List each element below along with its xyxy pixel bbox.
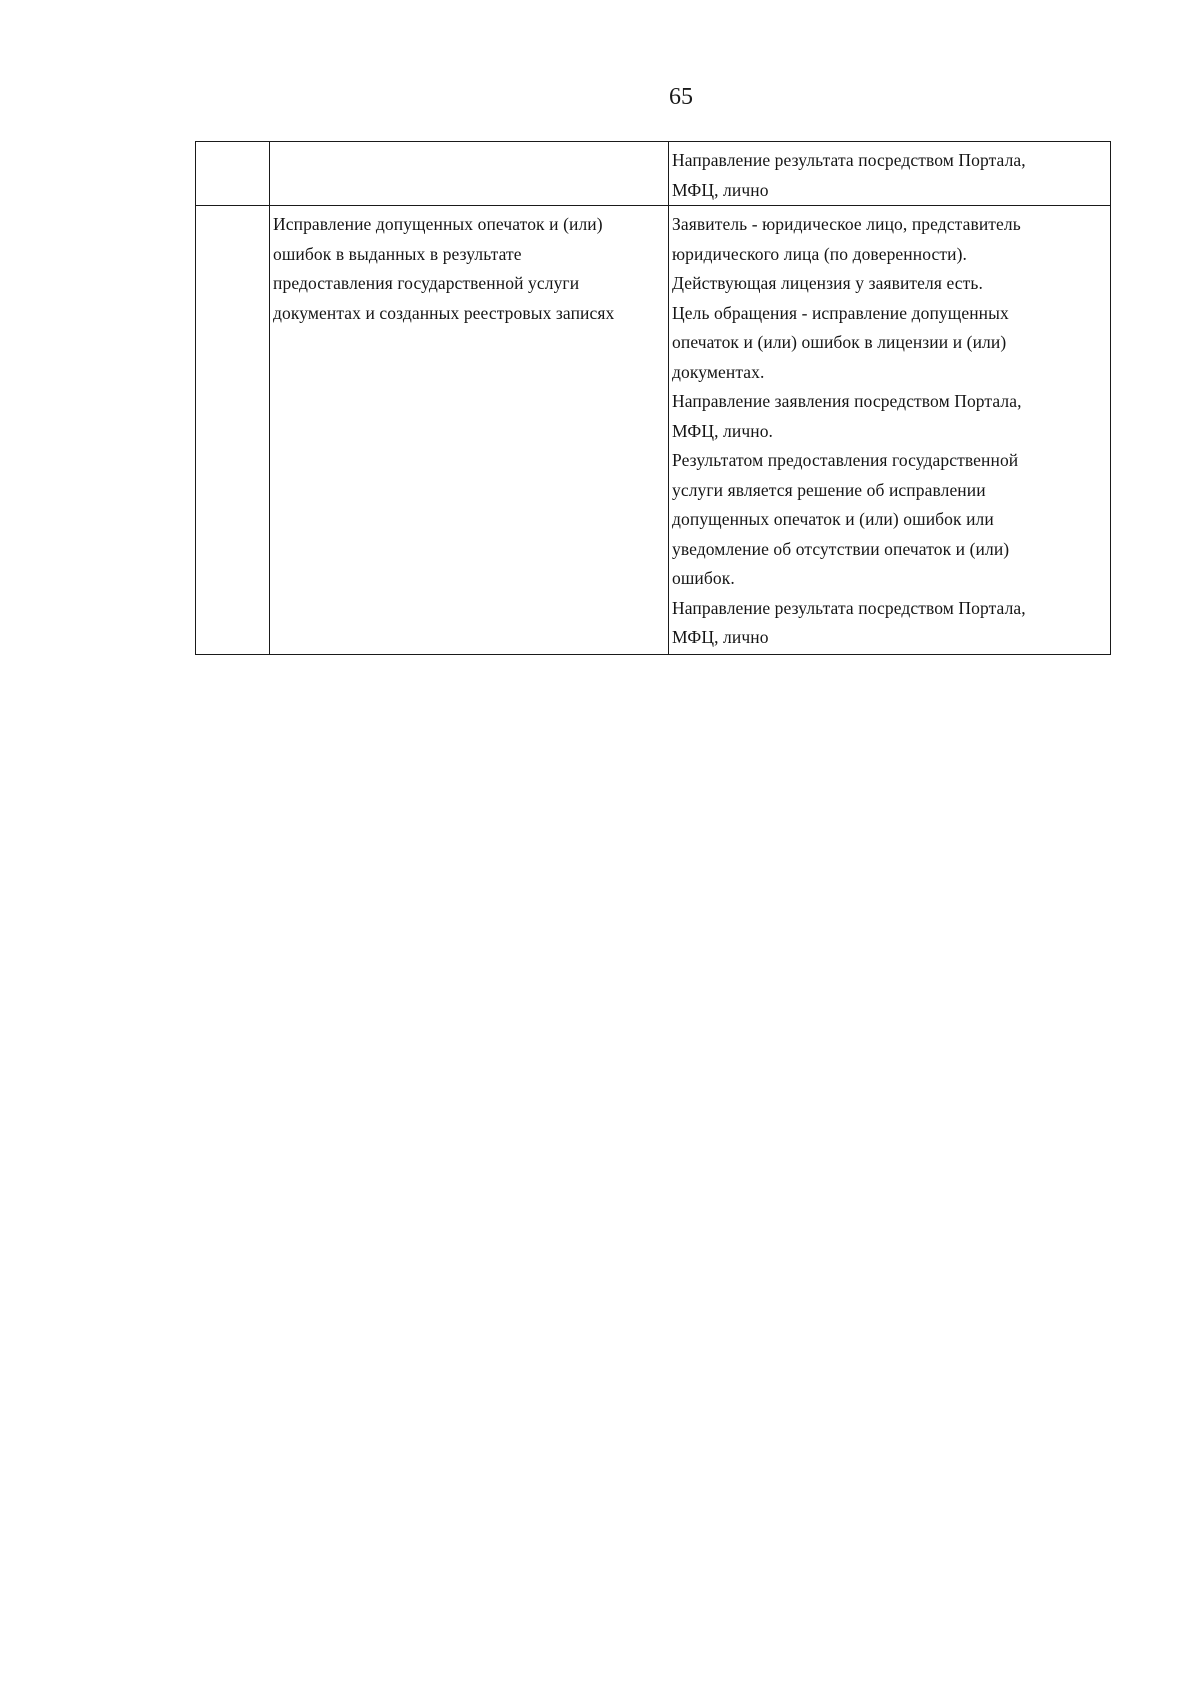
text-line: Действующая лицензия у заявителя есть.: [672, 273, 983, 293]
text-line: Направление заявления посредством Портала,: [672, 391, 1022, 411]
text-line: допущенных опечаток и (или) ошибок или: [672, 509, 994, 529]
cell-description: [669, 142, 1111, 206]
text-line: Результатом предоставления государственной: [672, 450, 1019, 470]
text-line: услуги является решение об исправлении: [672, 479, 986, 500]
text-line: предоставления государственной услуги: [273, 273, 580, 293]
text-line: Исправление допущенных опечаток и (или): [273, 214, 603, 234]
page-number: 65: [669, 84, 693, 110]
text-line: ошибок.: [672, 568, 735, 588]
text-line: МФЦ, лично: [672, 627, 769, 647]
cell-service-name: [270, 142, 669, 206]
text-line: МФЦ, лично.: [672, 420, 774, 441]
text-line: документах.: [672, 361, 765, 382]
text-line: Цель обращения - исправление допущенных: [672, 302, 1009, 323]
cell-service-name: [270, 206, 669, 655]
text-line: Направление результата посредством Портала,: [672, 597, 1026, 618]
text-line: уведомление об отсутствии опечаток и (или): [672, 538, 1010, 559]
text-line: Заявитель - юридическое лицо, представитель: [672, 214, 1021, 234]
text-line: документах и созданных реестровых записях: [273, 302, 615, 323]
cell-description: [669, 206, 1111, 655]
text-line: опечаток и (или) ошибок в лицензии и (или): [672, 332, 1007, 352]
table-row: [196, 206, 1111, 655]
text-line: МФЦ, лично: [672, 179, 769, 200]
text-line: юридического лица (по доверенности).: [672, 243, 967, 264]
cell-number: [196, 206, 270, 655]
text-line: Направление результата посредством Портала,: [672, 150, 1026, 170]
cell-number: [196, 142, 270, 206]
service-table: [195, 141, 1111, 655]
text-line: ошибок в выданных в результате: [273, 243, 522, 264]
table-row: [196, 142, 1111, 206]
